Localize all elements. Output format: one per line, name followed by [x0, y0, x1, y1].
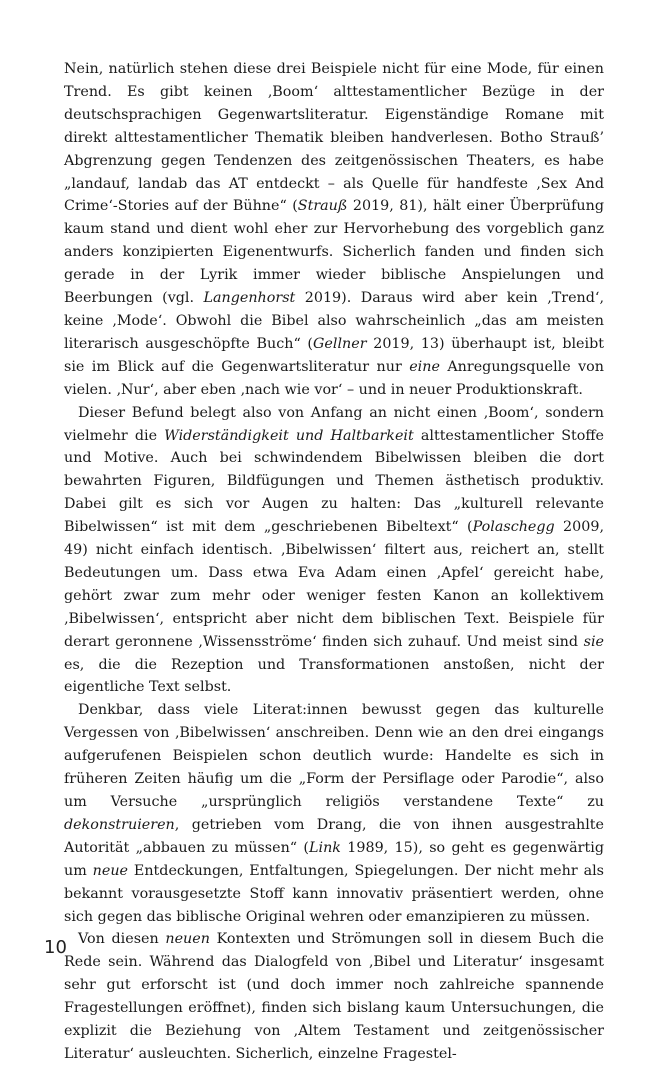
emphasis: Widerständigkeit und Haltbarkeit	[164, 427, 414, 444]
paragraph-3: Denkbar, dass viele Literat:innen bewusst gegen das kulturelle Vergessen von ‚Bibelwissen‘ anschreiben. Denn wie an den drei eingangs aufgerufenen Beispielen schon deutlich wurde: Handelte es sich in früheren Zeiten häufig um die „Form der Persiflage oder Parodie“, also um Versuche „ursprünglich religiös verstandene Texte“ zu dekonstruieren, getrieben vom Drang, die von ihnen ausgestrahlte Autorität „abbauen zu müssen“ (Link 1989, 15), so geht es gegenwärtig um neue Entdeckungen, Entfaltungen, Spiegelungen. Der nicht mehr als bekannt vorausgesetzte Stoff kann innovativ präsentiert werden, ohne sich gegen das biblische Original wehren oder emanzipieren zu müssen.	[64, 702, 604, 925]
author-citation: Polaschegg	[472, 519, 555, 536]
emphasis: dekonstruieren	[64, 816, 175, 833]
body-text	[64, 58, 604, 1066]
paragraph-2: Dieser Befund belegt also von Anfang an nicht einen ‚Boom‘, sondern vielmehr die Widerständigkeit und Haltbarkeit alttestamentlicher Stoffe und Motive. Auch bei schwindendem Bibelwissen bleiben die dort bewahrten Figuren, Bildfügungen und Themen ästhetisch produktiv. Dabei gilt es sich vor Augen zu halten: Das „kulturell relevante Bibelwissen“ ist mit dem „geschriebenen Bibeltext“ (Polaschegg 2009, 49) nicht einfach identisch. ‚Bibelwissen‘ filtert aus, reichert an, stellt Bedeutungen um. Dass etwa Eva Adam einen ‚Apfel‘ gereicht habe, gehört zwar zum mehr oder weniger festen Kanon an kollektivem ‚Bibelwissen‘, entspricht aber nicht dem biblischen Text. Beispiele für derart geronnene ‚Wissensströme‘ finden sich zuhauf. Und meist sind sie es, die die Rezeption und Transformationen anstoßen, nicht der eigentliche Text selbst.	[64, 404, 604, 696]
emphasis: sie	[583, 633, 604, 650]
emphasis: neuen	[165, 931, 210, 948]
paragraph-4: Von diesen neuen Kontexten und Strömungen soll in diesem Buch die Rede sein. Während das Dialogfeld von ‚Bibel und Literatur‘ insgesamt sehr gut erforscht ist (und doch immer noch zahlreiche spannende Fragestellungen eröffnet), finden sich bislang kaum Untersuchungen, die explizit die Beziehung von ‚Altem Testament und zeitgenössischer Literatur‘ ausleuchten. Sicherlich, einzelne Fragestel-	[64, 931, 604, 1062]
author-citation: Langenhorst	[203, 290, 296, 307]
author-citation: Gellner	[313, 335, 367, 352]
author-citation: Link	[309, 839, 341, 856]
page-number: 10	[44, 937, 67, 958]
author-citation: Strauß	[297, 198, 348, 215]
emphasis: eine	[409, 358, 440, 375]
paragraph-1: Nein, natürlich stehen diese drei Beispiele nicht für eine Mode, für einen Trend. Es gibt keinen ‚Boom‘ alttestamentlicher Bezüge in der deutschsprachigen Gegenwartsliteratur. Eigenständige Romane mit direkt alttestamentlicher Thematik bleiben handverlesen. Botho Strauß’ Abgrenzung gegen Tendenzen des zeitgenössischen Theaters, es habe „landauf, landab das AT entdeckt – als Quelle für handfeste ‚Sex And Crime‘-Stories auf der Bühne“ (Strauß 2019, 81), hält einer Überprüfung kaum stand und dient wohl eher zur Hervorhebung des vorgeblich ganz anders konzipierten Eigenentwurfs. Sicherlich fanden und finden sich gerade in der Lyrik immer wieder biblische Anspielungen und Beerbungen (vgl. Langenhorst 2019). Daraus wird aber kein ‚Trend‘, keine ‚Mode‘. Obwohl die Bibel also wahrscheinlich „das am meisten literarisch ausgeschöpfte Buch“ (Gellner 2019, 13) überhaupt ist, bleibt sie im Blick auf die Gegenwartsliteratur nur eine Anregungsquelle von vielen. ‚Nur‘, aber eben ‚nach wie vor‘ – und in neuer Produktionskraft.	[64, 61, 604, 398]
emphasis: neue	[92, 862, 129, 879]
